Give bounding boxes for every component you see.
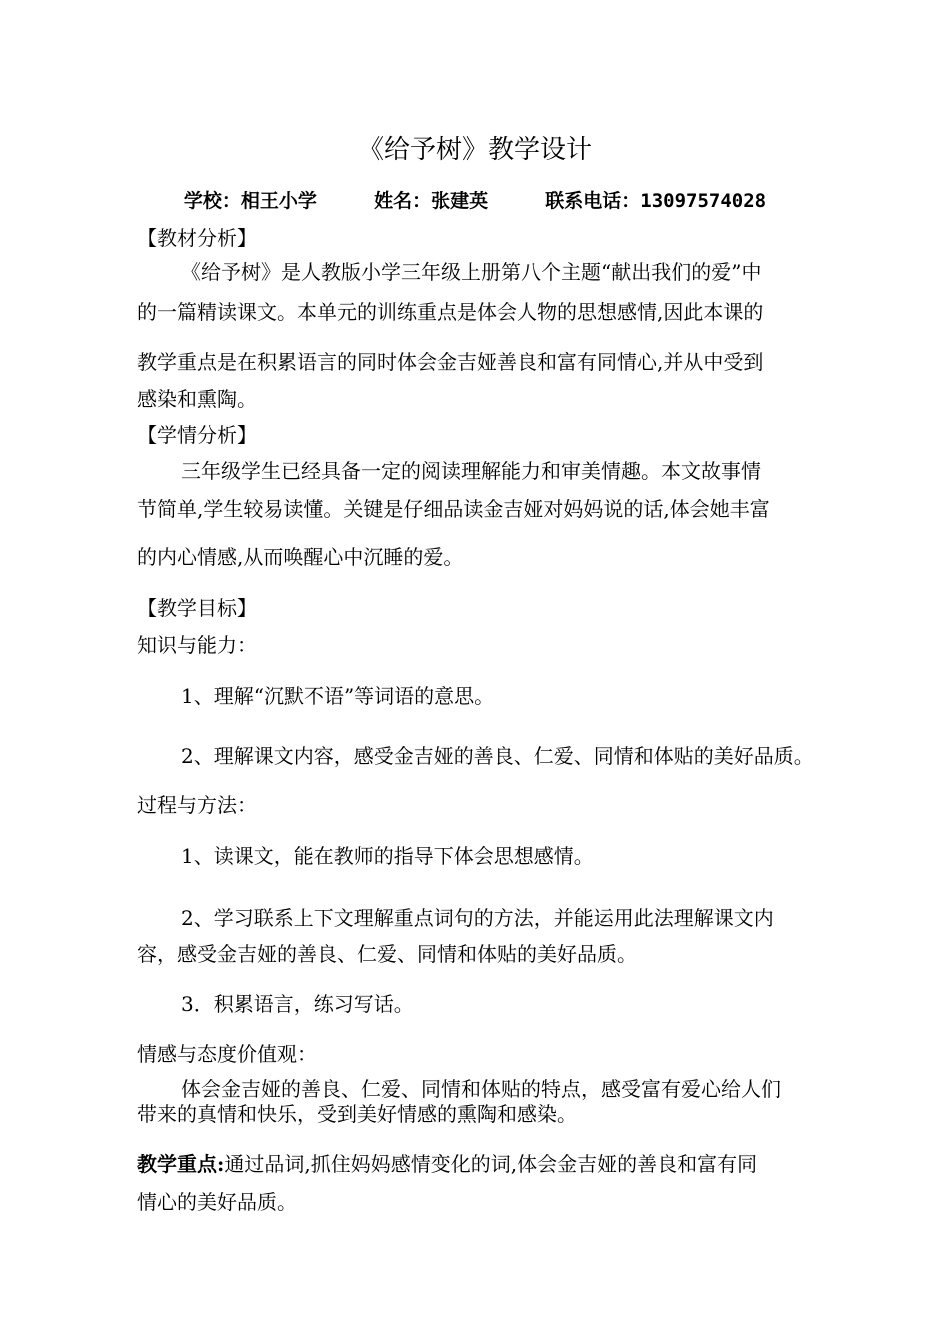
- subsection-label-process: 过程与方法：: [137, 793, 257, 817]
- author-info-line: 学校：相王小学 姓名：张建英 联系电话：13097574028: [183, 190, 767, 212]
- list-item: 1、读课文，能在教师的指导下体会思想感情。: [181, 844, 594, 868]
- list-item: 2、理解课文内容，感受金吉娅的善良、仁爱、同情和体贴的美好品质。: [181, 744, 814, 768]
- list-item: 1、理解“沉默不语”等词语的意思。: [181, 684, 495, 708]
- section-heading-students: 【学情分析】: [137, 423, 257, 447]
- paragraph-line: 情心的美好品质。: [137, 1190, 297, 1214]
- paragraph-line: 三年级学生已经具备一定的阅读理解能力和审美情趣。本文故事情: [181, 459, 761, 483]
- paragraph-line: 感染和熏陶。: [137, 387, 257, 411]
- subsection-label-emotion: 情感与态度价值观：: [137, 1042, 317, 1066]
- subsection-label-knowledge: 知识与能力：: [137, 633, 257, 657]
- paragraph-line: 的内心情感,从而唤醒心中沉睡的爱。: [137, 545, 464, 569]
- paragraph-line: 《给予树》是人教版小学三年级上册第八个主题“献出我们的爱”中: [181, 260, 762, 284]
- section-heading-material: 【教材分析】: [137, 226, 257, 250]
- paragraph-line: 带来的真情和快乐，受到美好情感的熏陶和感染。: [137, 1102, 577, 1126]
- key-point-line: [137, 1150, 757, 1178]
- paragraph-line: 节简单,学生较易读懂。关键是仔细品读金吉娅对妈妈说的话,体会她丰富: [137, 497, 770, 521]
- key-point-text: 通过品词,抓住妈妈感情变化的词,体会金吉娅的善良和富有同: [224, 1152, 758, 1176]
- paragraph-line: 的一篇精读课文。本单元的训练重点是体会人物的思想感情,因此本课的: [137, 300, 764, 324]
- list-item-continuation: 容，感受金吉娅的善良、仁爱、同情和体贴的美好品质。: [137, 942, 637, 966]
- section-heading-goals: 【教学目标】: [137, 596, 257, 620]
- list-item: 3．积累语言，练习写话。: [181, 992, 414, 1016]
- document-title: 《给予树》教学设计: [357, 135, 592, 165]
- list-item: 2、学习联系上下文理解重点词句的方法，并能运用此法理解课文内: [181, 906, 774, 930]
- paragraph-line: 体会金吉娅的善良、仁爱、同情和体贴的特点，感受富有爱心给人们: [181, 1077, 781, 1101]
- key-point-label: 教学重点:: [137, 1152, 225, 1176]
- paragraph-line: 教学重点是在积累语言的同时体会金吉娅善良和富有同情心,并从中受到: [137, 350, 764, 374]
